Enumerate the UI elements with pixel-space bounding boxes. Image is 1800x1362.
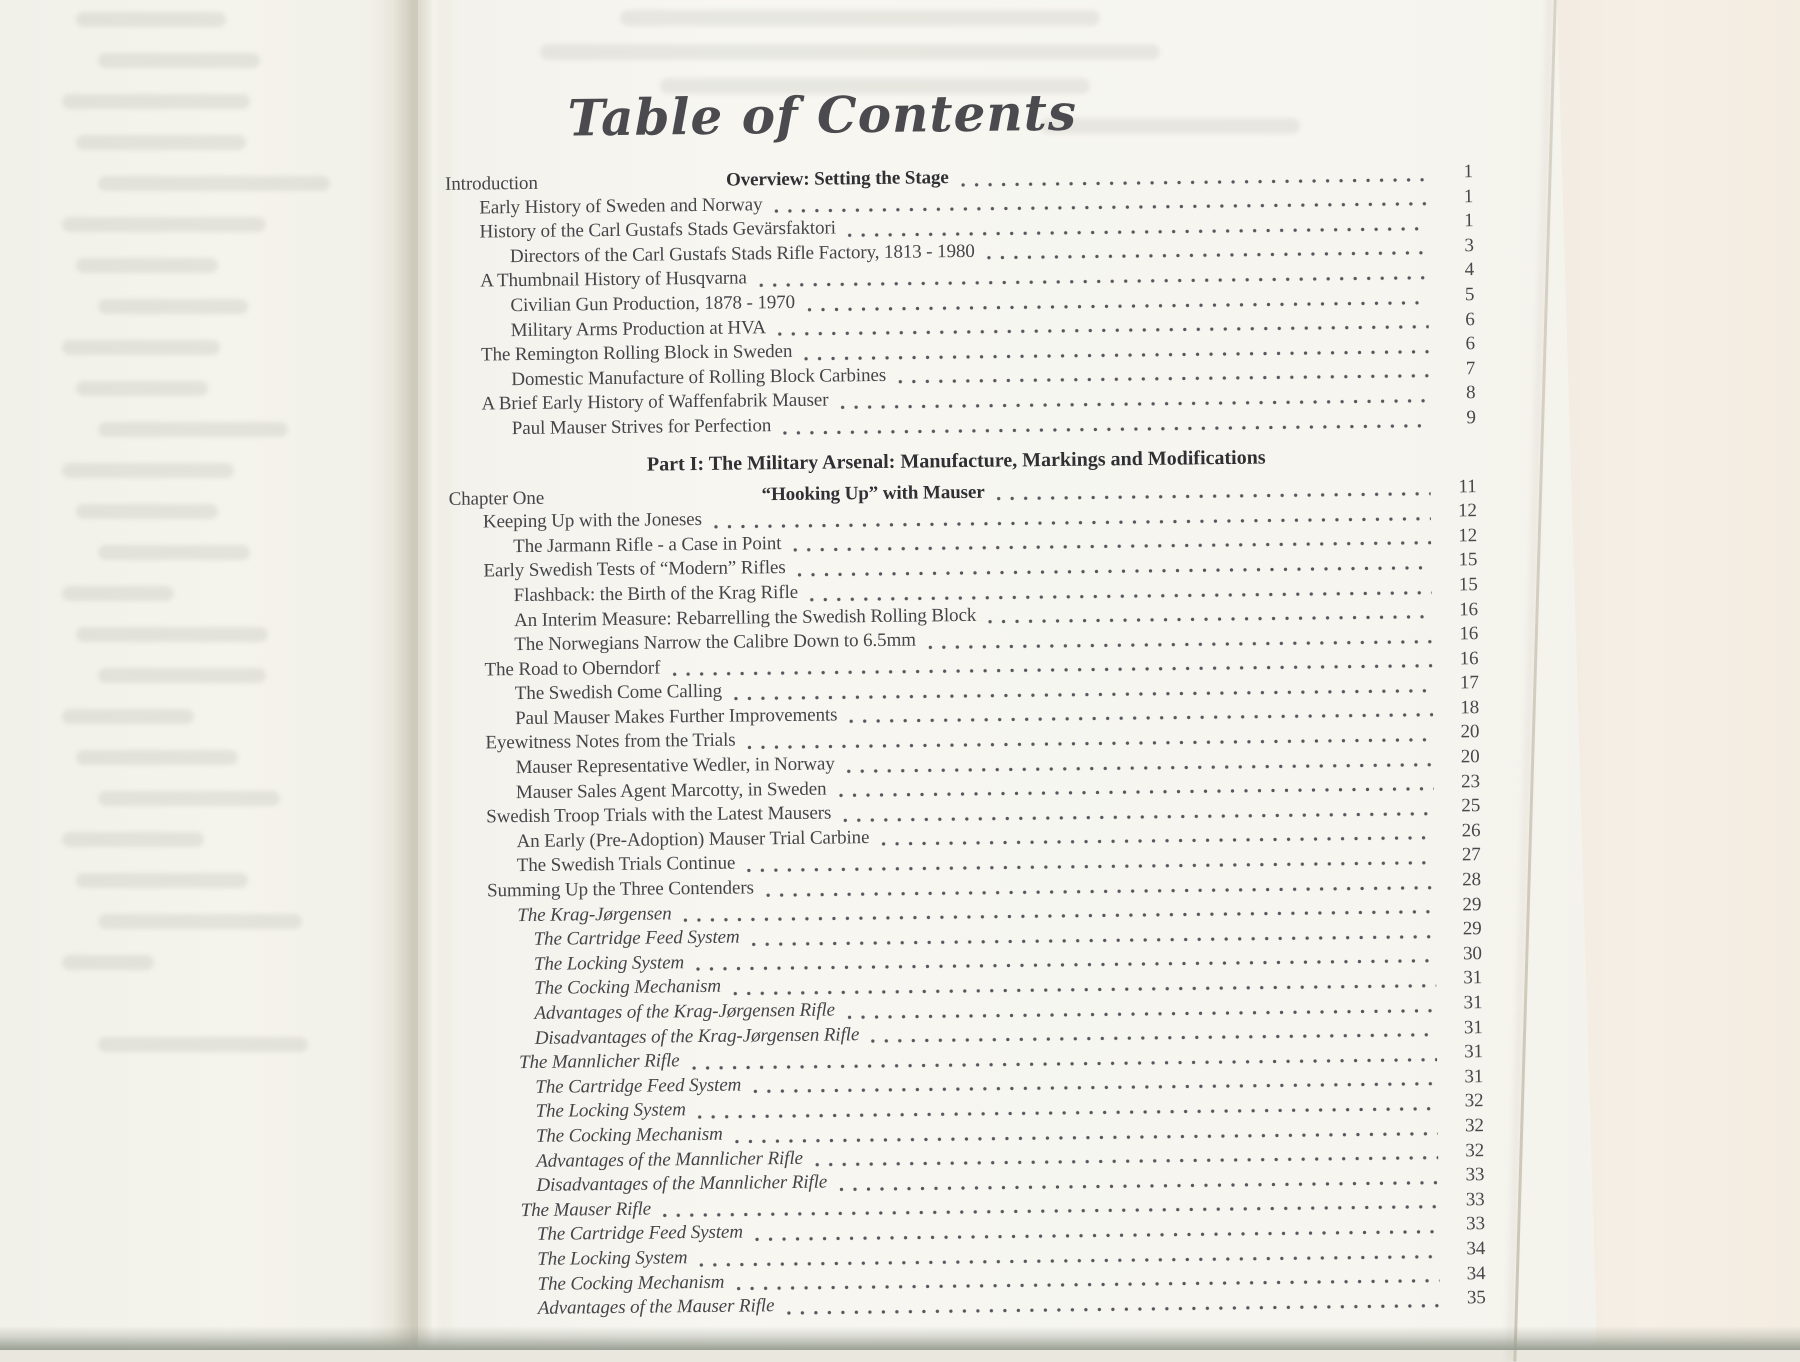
toc-entry-text: The Krag-Jørgensen — [517, 902, 672, 926]
ghost-text-line — [62, 463, 234, 478]
dot-leader — [988, 614, 1432, 625]
toc-entry-text: An Early (Pre-Adoption) Mauser Trial Carbine — [516, 826, 870, 852]
left-page — [0, 0, 420, 1350]
page-title: Table of Contents — [567, 82, 1078, 148]
toc-page-number: 34 — [1466, 1238, 1486, 1260]
toc-part-heading: Part I: The Military Arsenal: Manufacture, Markings and Modifications — [646, 446, 1266, 476]
ghost-text-line — [62, 586, 174, 601]
toc-entry-text: A Thumbnail History of Husqvarna — [480, 267, 747, 292]
toc-page-number: 29 — [1462, 918, 1482, 940]
toc-entry-text: The Cocking Mechanism — [534, 976, 722, 1000]
toc-entry-text: The Cocking Mechanism — [537, 1271, 725, 1295]
toc-entry-text: Military Arms Production at HVA — [510, 316, 766, 341]
ghost-text-line — [76, 381, 208, 396]
toc-page-number: 30 — [1462, 942, 1482, 965]
toc-entry-text: Early Swedish Tests of “Modern” Rifles — [483, 557, 786, 582]
toc-page-number: 28 — [1462, 869, 1482, 891]
ghost-text-line — [98, 668, 266, 683]
book-bottom-shadow — [0, 1326, 1800, 1350]
toc-entry-text: Mauser Sales Agent Marcotty, in Sweden — [515, 778, 827, 803]
toc-page-number: 3 — [1464, 234, 1474, 257]
table-of-contents — [432, 78, 1486, 1323]
toc-page-number: 1 — [1464, 210, 1474, 232]
toc-page-number: 33 — [1466, 1213, 1486, 1235]
toc-page-number: 7 — [1465, 357, 1476, 380]
toc-entry-text: Swedish Troop Trials with the Latest Mausers — [486, 802, 832, 828]
toc-entry-text: Directors of the Carl Gustafs Stads Rifle Factory, 1813 - 1980 — [509, 240, 975, 267]
ghost-text-line — [62, 709, 194, 724]
toc-page-number: 31 — [1464, 1041, 1484, 1063]
toc-entry-text: The Cocking Mechanism — [535, 1123, 723, 1147]
toc-entry-text: History of the Carl Gustafs Stads Gevärsfaktori — [479, 217, 836, 243]
toc-page-number: 32 — [1465, 1139, 1485, 1161]
ghost-text-column — [58, 12, 368, 1078]
toc-page-number: 18 — [1460, 697, 1480, 719]
ghost-text-line — [76, 12, 226, 27]
toc-page-number: 8 — [1465, 382, 1476, 404]
ghost-text-line — [98, 299, 248, 314]
toc-entry-text: The Road to Oberndorf — [484, 657, 661, 681]
toc-page-number: 29 — [1462, 893, 1482, 915]
toc-entry-text: The Locking System — [537, 1247, 688, 1270]
ghost-text-line — [76, 504, 218, 519]
dot-leader — [987, 250, 1428, 261]
ghost-text-line — [98, 1037, 308, 1052]
toc-entry-text: Early History of Sweden and Norway — [479, 193, 763, 219]
toc-entry-text: An Interim Measure: Rebarrelling the Swedish Rolling Block — [513, 604, 977, 631]
toc-entry-text: Advantages of the Mauser Rifle — [537, 1295, 775, 1320]
toc-entry-text: Civilian Gun Production, 1878 - 1970 — [510, 291, 796, 317]
ghost-text-line — [62, 94, 250, 109]
toc-rows — [433, 161, 1486, 1323]
toc-page-number: 15 — [1458, 574, 1478, 596]
toc-page-number: 17 — [1459, 672, 1479, 694]
ghost-text-line — [62, 340, 220, 355]
ghost-text-line — [76, 258, 218, 273]
ghost-text-line — [76, 873, 248, 888]
dot-leader — [961, 176, 1427, 187]
toc-page-number: 16 — [1459, 598, 1479, 620]
toc-entry-text: Summing Up the Three Contenders — [486, 877, 754, 902]
toc-entry-text: The Norwegians Narrow the Calibre Down to 6.5mm — [514, 629, 916, 656]
toc-page-number: 9 — [1466, 407, 1476, 429]
chapter-label: Introduction — [444, 172, 538, 195]
toc-page-number: 12 — [1457, 500, 1477, 522]
toc-entry-text: The Remington Rolling Block in Sweden — [480, 341, 793, 366]
toc-page-number: 16 — [1459, 623, 1479, 645]
ghost-text-line — [62, 217, 266, 232]
toc-entry-text: The Locking System — [535, 1099, 686, 1123]
toc-entry-text: Disadvantages of the Krag-Jørgensen Rifle — [534, 1023, 860, 1049]
toc-entry-text: Paul Mauser Strives for Perfection — [511, 415, 772, 440]
toc-entry-text: Flashback: the Birth of the Krag Rifle — [513, 581, 799, 607]
toc-page-number: 27 — [1461, 844, 1481, 866]
toc-page-number: 32 — [1464, 1090, 1484, 1112]
toc-entry-text: The Mauser Rifle — [520, 1198, 652, 1221]
toc-page-number: 20 — [1460, 746, 1480, 768]
toc-entry-text: The Cartridge Feed System — [536, 1221, 744, 1246]
toc-entry-text: The Cartridge Feed System — [535, 1074, 742, 1098]
toc-entry-text: Disadvantages of the Mannlicher Rifle — [536, 1171, 828, 1197]
toc-page-number: 1 — [1463, 161, 1474, 183]
dot-leader — [783, 422, 1430, 435]
toc-page-number: 1 — [1463, 185, 1474, 207]
toc-page-number: 25 — [1461, 795, 1481, 817]
toc-entry-text: A Brief Early History of Waffenfabrik Mauser — [481, 389, 829, 415]
toc-page-number: 33 — [1465, 1164, 1485, 1186]
ghost-text-line — [540, 44, 1160, 60]
ghost-text-line — [62, 955, 154, 970]
toc-page-number: 11 — [1458, 475, 1477, 497]
toc-page-number: 5 — [1464, 284, 1475, 306]
toc-page-number: 35 — [1466, 1287, 1486, 1309]
ghost-text-line — [98, 914, 302, 929]
ghost-text-line — [620, 10, 1100, 26]
toc-entry-text: Advantages of the Mannlicher Rifle — [536, 1147, 804, 1172]
toc-page-number: 4 — [1464, 259, 1475, 281]
toc-entry-text: The Jarmann Rifle - a Case in Point — [513, 532, 782, 557]
toc-page-number: 31 — [1463, 1016, 1483, 1038]
ghost-text-line — [76, 135, 246, 150]
toc-page-number: 31 — [1463, 992, 1483, 1014]
toc-page-number: 6 — [1465, 333, 1476, 355]
toc-entry-text: “Hooking Up” with Mauser — [761, 481, 985, 505]
toc-page-number: 20 — [1460, 721, 1480, 743]
toc-page-number: 12 — [1458, 524, 1478, 547]
toc-page-number: 31 — [1464, 1065, 1484, 1088]
ghost-text-line — [98, 53, 260, 68]
toc-page-number: 6 — [1465, 308, 1475, 330]
toc-entry-text: Overview: Setting the Stage — [725, 167, 949, 191]
toc-page-number: 26 — [1461, 819, 1481, 842]
toc-entry-text: Keeping Up with the Joneses — [482, 509, 702, 533]
toc-entry-text: Eyewitness Notes from the Trials — [485, 730, 736, 754]
toc-entry-text: The Cartridge Feed System — [533, 926, 740, 951]
ghost-text-line — [98, 176, 330, 191]
toc-page-number: 23 — [1460, 770, 1481, 793]
ghost-text-line — [76, 627, 268, 642]
ghost-text-line — [98, 422, 288, 437]
ghost-text-line — [98, 545, 250, 560]
toc-entry-text: The Swedish Trials Continue — [516, 853, 736, 877]
toc-entry-text: Mauser Representative Wedler, in Norway — [515, 753, 835, 779]
toc-page-number: 34 — [1466, 1262, 1486, 1284]
ghost-text-line — [98, 791, 280, 806]
toc-page-number: 15 — [1458, 549, 1478, 571]
toc-page-number: 16 — [1459, 647, 1479, 670]
toc-entry-text: The Mannlicher Rifle — [518, 1050, 680, 1074]
toc-page-number: 33 — [1465, 1188, 1485, 1211]
ghost-text-line — [76, 750, 238, 765]
ghost-text-line — [62, 832, 204, 847]
toc-entry-text: Domestic Manufacture of Rolling Block Carbines — [511, 364, 887, 390]
dot-leader — [997, 491, 1431, 502]
toc-entry-text: The Swedish Come Calling — [514, 681, 723, 705]
toc-entry-text: Paul Mauser Makes Further Improvements — [515, 704, 838, 729]
toc-page-number: 32 — [1464, 1115, 1484, 1137]
toc-page-number: 31 — [1463, 967, 1483, 989]
toc-entry-text: Advantages of the Krag-Jørgensen Rifle — [534, 999, 836, 1024]
toc-entry-text: The Locking System — [533, 952, 685, 975]
chapter-label: Chapter One — [448, 487, 545, 510]
